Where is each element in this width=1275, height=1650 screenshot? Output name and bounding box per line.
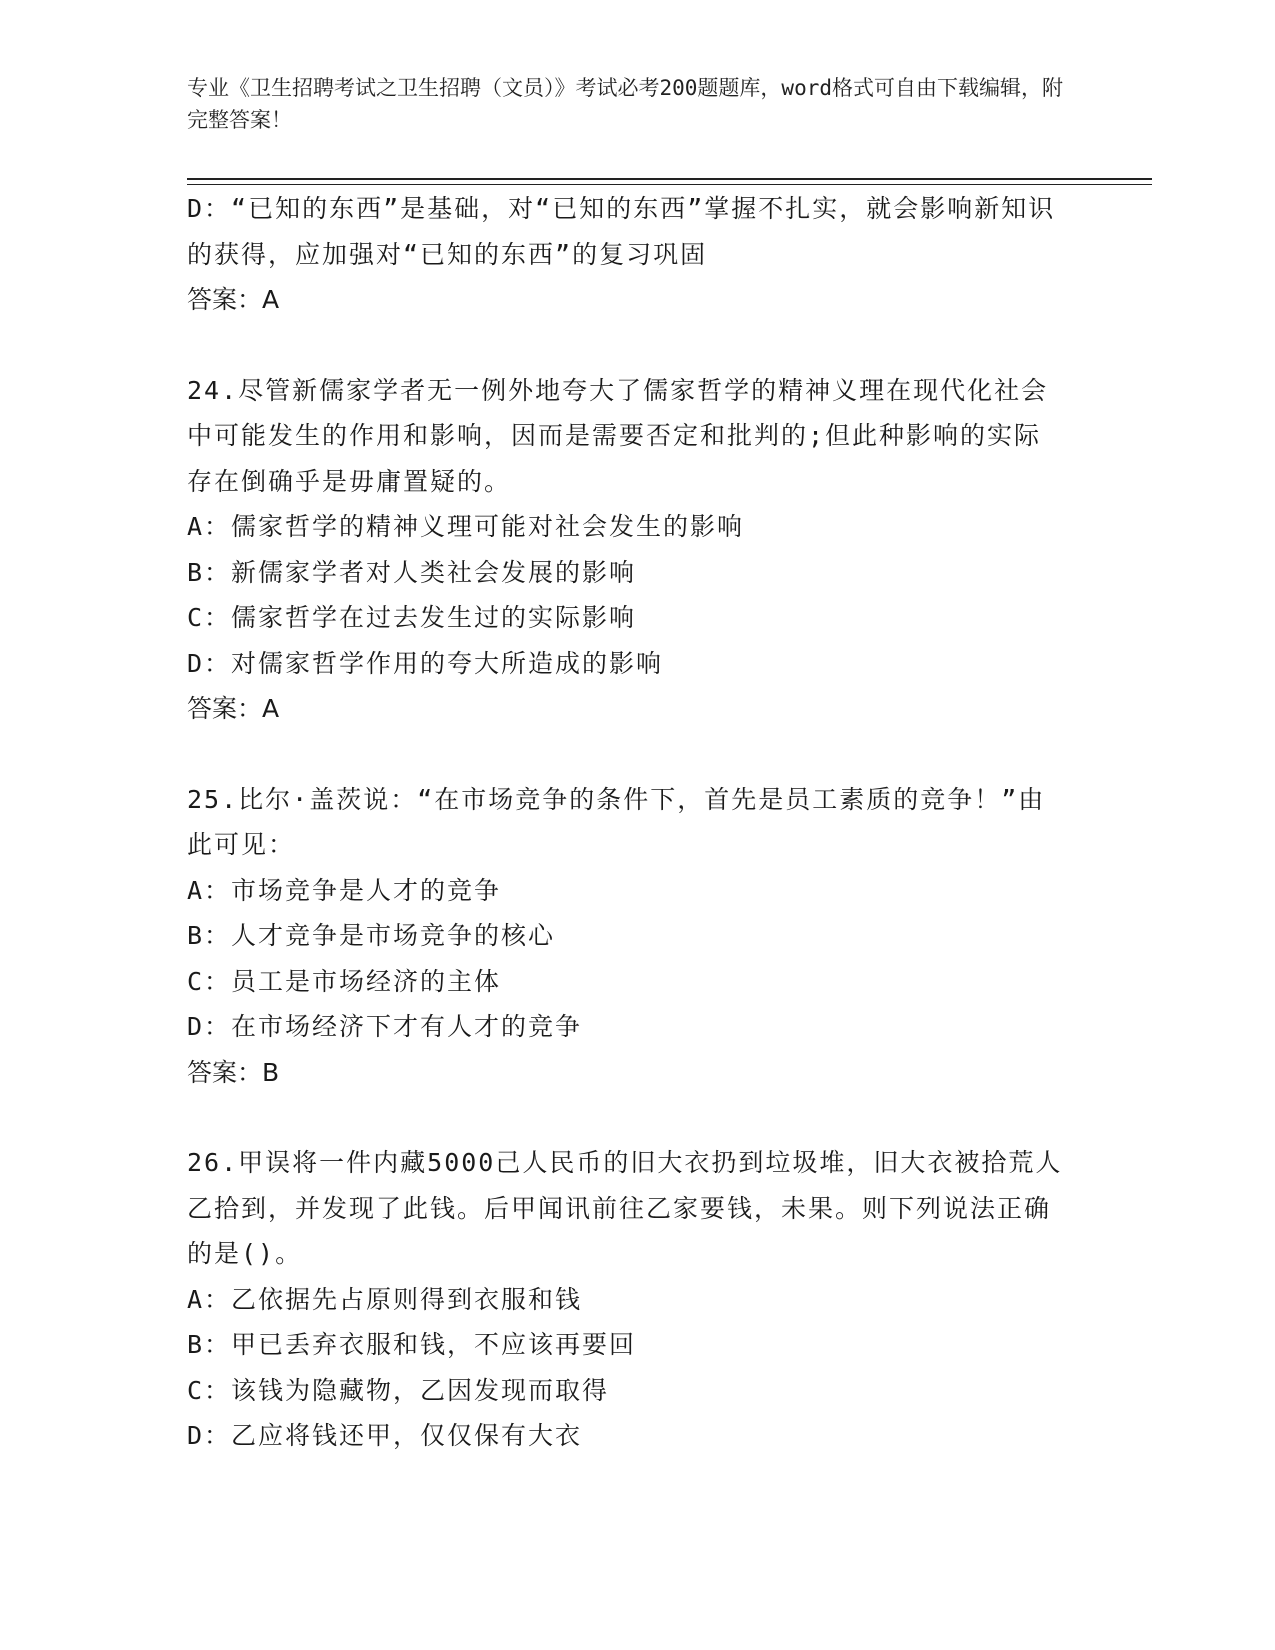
option-b: B：甲已丢弃衣服和钱，不应该再要回 (187, 1330, 637, 1359)
option-a: A：乙依据先占原则得到衣服和钱 (187, 1284, 583, 1314)
option-a: A：市场竞争是人才的竞争 (187, 875, 502, 905)
answer: 答案：B (187, 1057, 280, 1087)
document-body (187, 186, 1067, 1459)
option-c: C：该钱为隐藏物，乙因发现而取得 (187, 1375, 610, 1405)
spacer (187, 1095, 1067, 1140)
document-header (187, 72, 1067, 136)
prev-question-option-d: D：“已知的东西”是基础，对“已知的东西”掌握不扎实，就会影响新知识的获得，应加强对“已知的东西”的复习巩固 (187, 194, 1056, 269)
question-stem: 25.比尔·盖茨说：“在市场竞争的条件下，首先是员工素质的竞争！”由此可见： (187, 784, 1046, 859)
header-divider-thick (187, 178, 1152, 180)
question-24 (187, 368, 1067, 732)
question-26 (187, 1140, 1067, 1459)
option-b: B：新儒家学者对人类社会发展的影响 (187, 557, 637, 587)
spacer (187, 732, 1067, 777)
header-divider-thin (187, 184, 1152, 185)
option-c: C：儒家哲学在过去发生过的实际影响 (187, 603, 637, 632)
spacer (187, 323, 1067, 368)
option-d: D：在市场经济下才有人才的竞争 (187, 1012, 583, 1041)
option-d: D：对儒家哲学作用的夸大所造成的影响 (187, 648, 664, 678)
option-c: C：员工是市场经济的主体 (187, 966, 502, 996)
question-stem: 26.甲误将一件内藏5000己人民币的旧大衣扔到垃圾堆，旧大衣被拾荒人乙拾到，并发现了此钱。后甲闻讯前往乙家要钱，未果。则下列说法正确的是()。 (187, 1148, 1063, 1268)
question-stem: 24.尽管新儒家学者无一例外地夸大了儒家哲学的精神义理在现代化社会中可能发生的作用和影响，因而是需要否定和批判的;但此种影响的实际存在倒确乎是毋庸置疑的。 (187, 375, 1049, 496)
answer: 答案：A (187, 694, 280, 723)
option-b: B：人才竞争是市场竞争的核心 (187, 921, 556, 950)
header-title: 专业《卫生招聘考试之卫生招聘（文员）》考试必考200题题库，word格式可自由下载编辑，附完整答案！ (187, 76, 1063, 132)
option-d: D：乙应将钱还甲，仅仅保有大衣 (187, 1421, 583, 1450)
prev-question-answer: 答案：A (187, 285, 280, 314)
question-25 (187, 777, 1067, 1096)
option-a: A：儒家哲学的精神义理可能对社会发生的影响 (187, 512, 745, 541)
